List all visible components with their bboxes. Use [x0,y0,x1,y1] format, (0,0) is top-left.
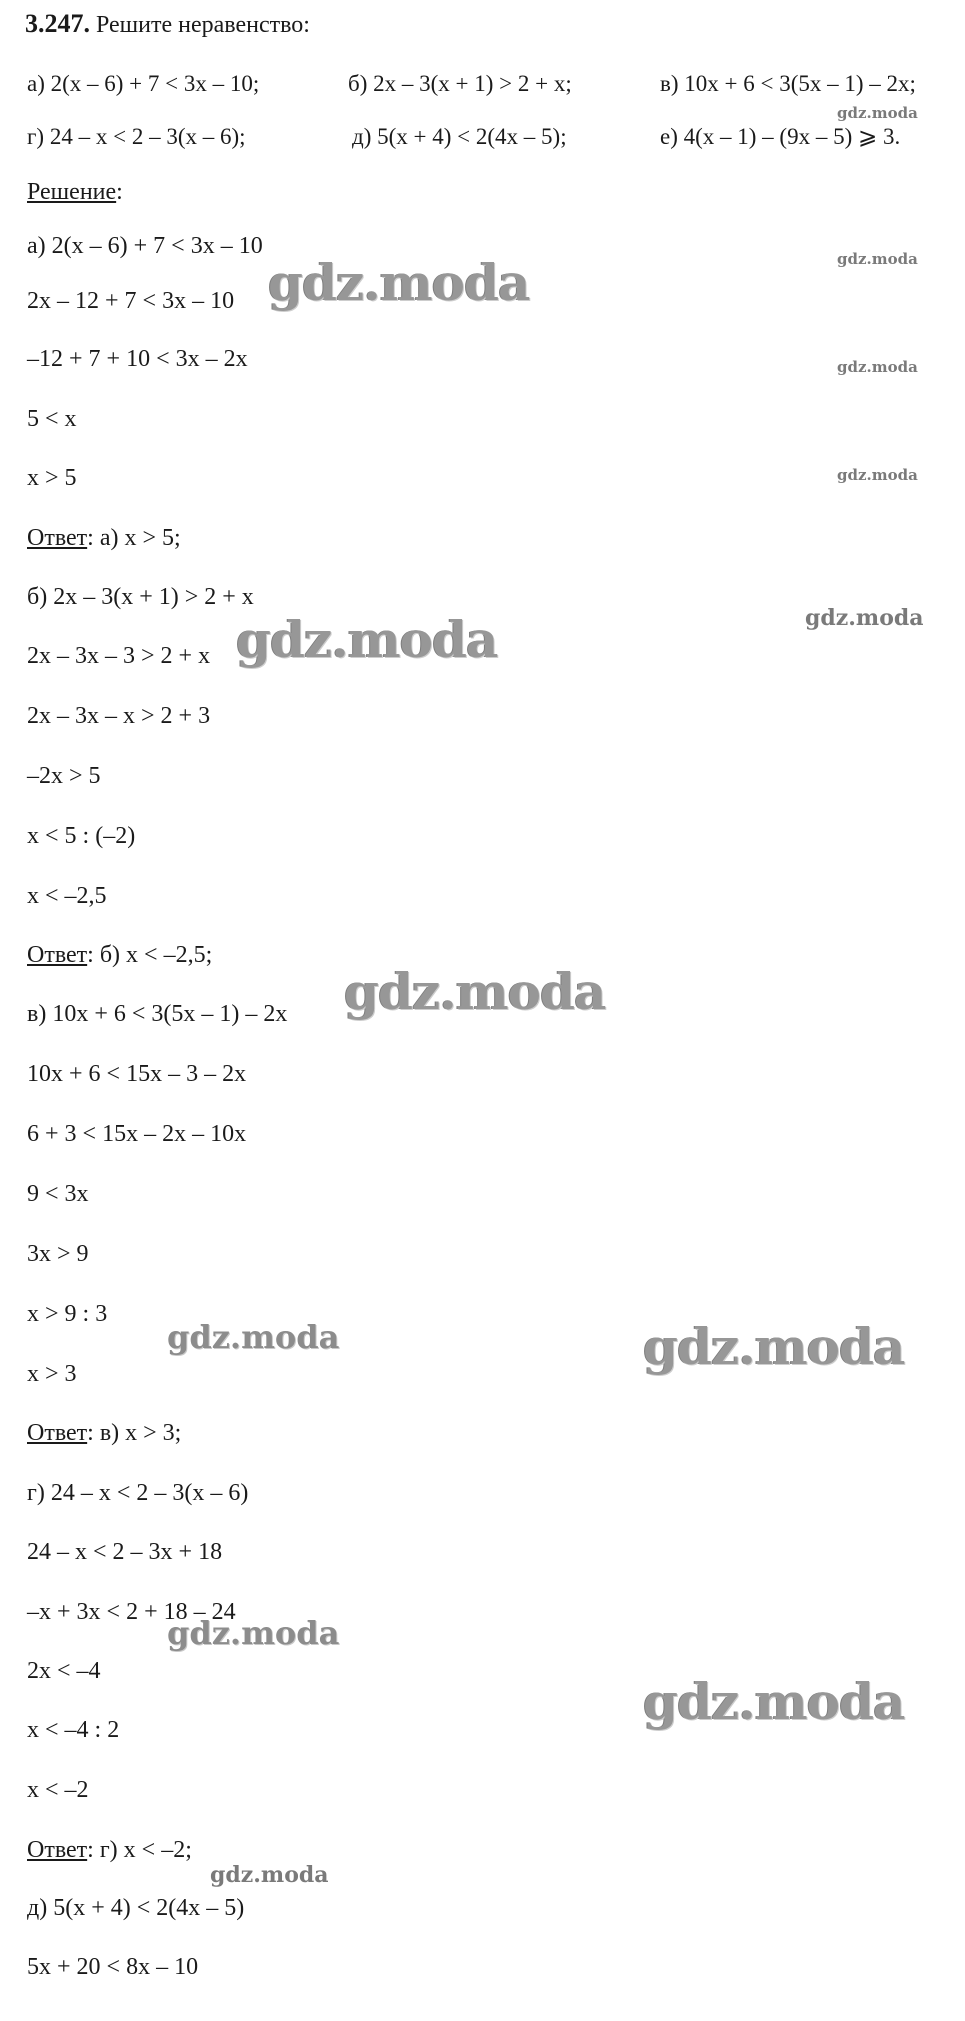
step-line: –12 + 7 + 10 < 3x – 2x [27,346,248,372]
task-a: а) 2(x – 6) + 7 < 3x – 10; [27,71,260,96]
step-line: 24 – x < 2 – 3x + 18 [27,1539,223,1565]
answer-line [27,941,212,969]
step-line: г) 24 – x < 2 – 3(x – 6) [27,1480,249,1506]
watermark: gdz.moda [210,1862,329,1888]
step-line: 3x > 9 [27,1241,89,1267]
watermark: gdz.moda [837,466,918,484]
step-line: x < 5 : (–2) [27,823,136,849]
step-line: а) 2(x – 6) + 7 < 3x – 10 [27,233,263,259]
step-line: 2x – 3x – x > 2 + 3 [27,703,211,729]
task-g: г) 24 – x < 2 – 3(x – 6); [27,124,246,149]
step-line: –2x > 5 [27,763,101,789]
watermark: gdz.moda [236,610,498,669]
step-line: x > 3 [27,1361,77,1387]
step-line: в) 10x + 6 < 3(5x – 1) – 2x [27,1001,288,1027]
step-line: x > 5 [27,465,77,491]
solution-label-colon: : [116,179,123,205]
exercise-number: 3.247. [25,9,90,38]
step-line: 5x + 20 < 8x – 10 [27,1954,199,1980]
step-line: 2x – 3x – 3 > 2 + x [27,643,211,669]
step-line: x < –2,5 [27,883,107,909]
watermark: gdz.moda [805,605,924,631]
answer-word: Ответ [27,525,88,551]
step-line: 6 + 3 < 15x – 2x – 10x [27,1121,247,1147]
answer-line [27,524,181,552]
watermark: gdz.moda [344,962,606,1021]
task-e: е) 4(x – 1) – (9x – 5) ⩾ 3. [660,124,901,149]
step-line: д) 5(x + 4) < 2(4x – 5) [27,1895,245,1921]
answer-word: Ответ [27,1837,88,1863]
answer-text: : б) x < –2,5; [87,942,213,968]
watermark: gdz.moda [167,1318,340,1356]
answer-text: : а) x > 5; [87,525,181,551]
exercise-instruction: Решите неравенство: [96,12,310,38]
watermark: gdz.moda [643,1317,905,1376]
step-line: 2x < –4 [27,1658,101,1684]
answer-word: Ответ [27,942,88,968]
watermark: gdz.moda [837,358,918,376]
watermark: gdz.moda [837,250,918,268]
watermark: gdz.moda [837,104,918,122]
answer-word: Ответ [27,1420,88,1446]
watermark: gdz.moda [643,1672,905,1731]
step-line: б) 2x – 3(x + 1) > 2 + x [27,584,254,610]
answer-text: : г) x < –2; [87,1837,192,1863]
step-line: 2x – 12 + 7 < 3x – 10 [27,288,235,314]
answer-line [27,1419,181,1447]
step-line: –x + 3x < 2 + 18 – 24 [27,1599,236,1625]
answer-line [27,1836,192,1864]
solution-label-text: Решение [27,179,117,205]
step-line: x > 9 : 3 [27,1301,108,1327]
step-line: x < –2 [27,1777,89,1803]
task-v: в) 10x + 6 < 3(5x – 1) – 2x; [660,71,916,96]
step-line: 5 < x [27,406,77,432]
watermark: gdz.moda [268,253,530,312]
answer-text: : в) x > 3; [87,1420,182,1446]
step-line: x < –4 : 2 [27,1717,120,1743]
step-line: 10x + 6 < 15x – 3 – 2x [27,1061,247,1087]
exercise-header [25,10,310,39]
task-d: д) 5(x + 4) < 2(4x – 5); [352,124,567,149]
task-b: б) 2x – 3(x + 1) > 2 + x; [348,71,572,96]
step-line: 9 < 3x [27,1181,89,1207]
watermark: gdz.moda [167,1614,340,1652]
solution-label [27,178,123,206]
